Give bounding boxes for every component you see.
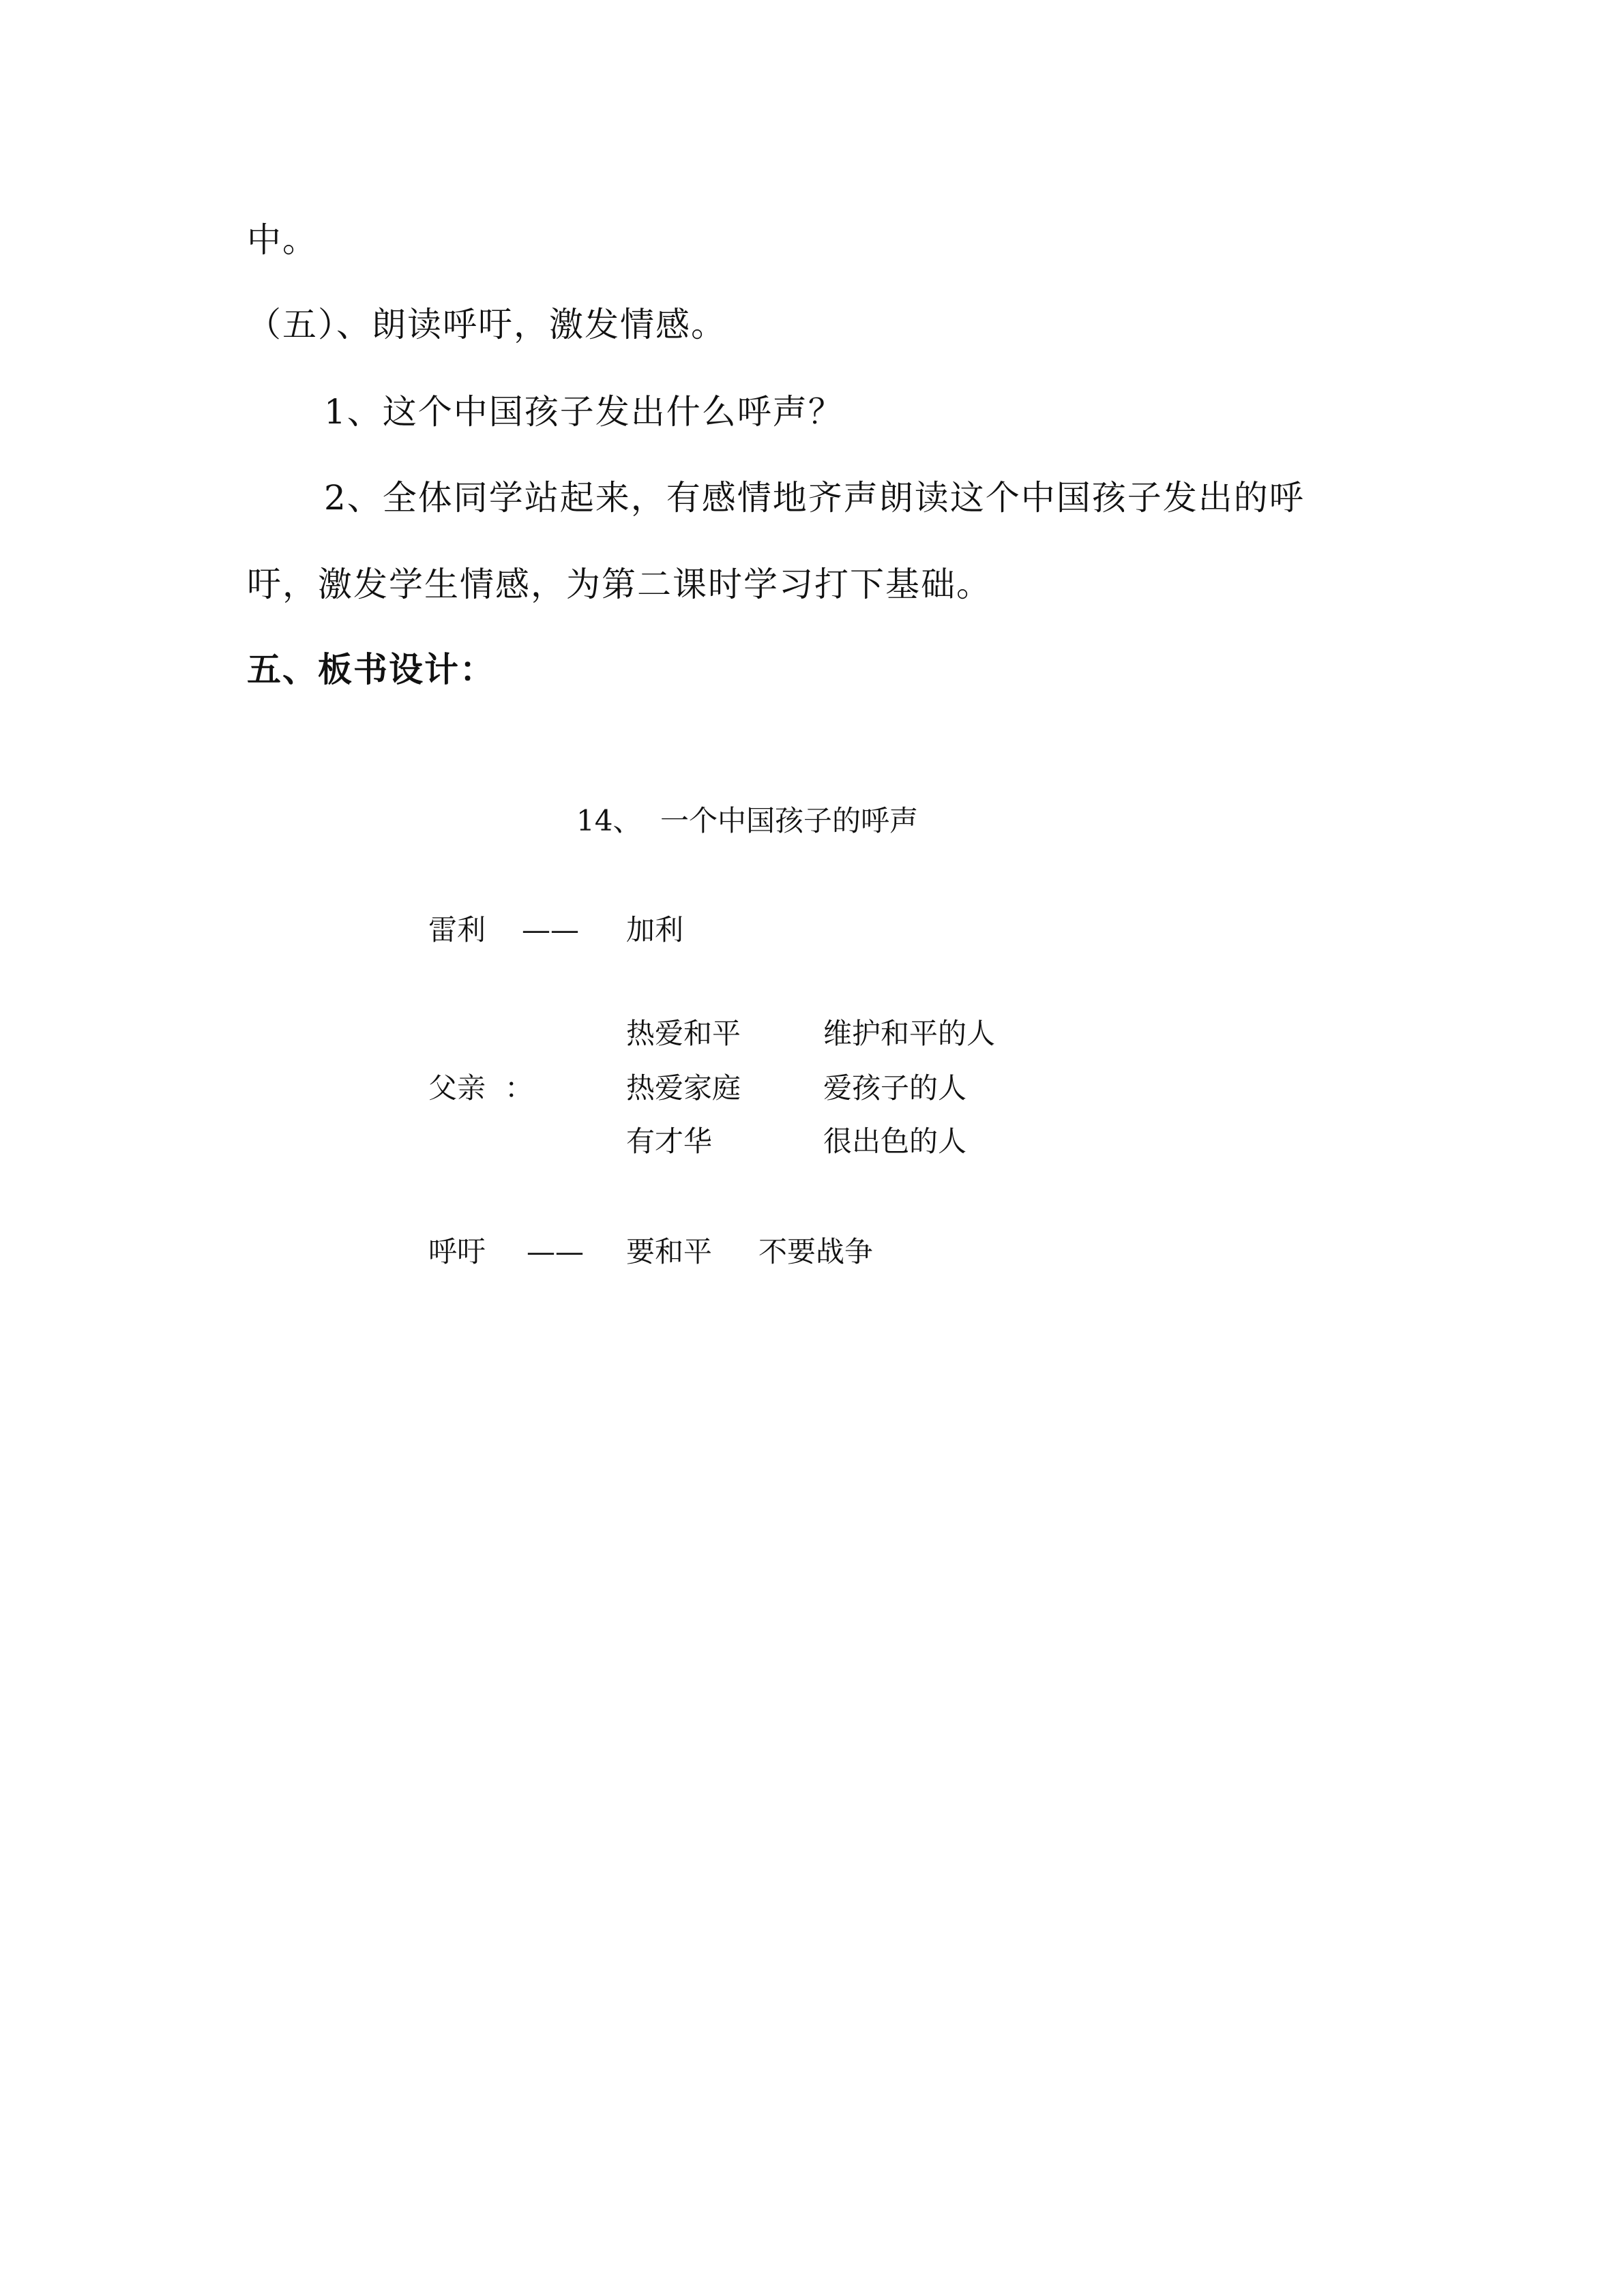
father-item-1-left: 热爱和平 — [626, 1017, 741, 1050]
father-item-1-right: 维护和平的人 — [823, 1017, 996, 1050]
list-item-2-line-1: 2、全体同学站起来，有感情地齐声朗读这个中国孩子发出的呼 — [324, 478, 1305, 518]
father-colon: ： — [505, 1071, 534, 1105]
continuation-text: 中。 — [247, 220, 318, 260]
father-item-3-left: 有才华 — [626, 1124, 713, 1158]
board-call-value-1: 要和平 — [626, 1235, 713, 1268]
board-call-label: 呼吁 — [428, 1235, 486, 1268]
board-call-dash: —— — [527, 1235, 584, 1268]
board-heading: 五、板书设计： — [247, 649, 495, 689]
section-five-heading: （五）、朗读呼吁，激发情感。 — [247, 305, 726, 344]
list-item-1: 1、这个中国孩子发出什么呼声？ — [324, 392, 844, 432]
list-item-2-line-2: 吁，激发学生情感，为第二课时学习打下基础。 — [247, 565, 992, 604]
board-title: 一个中国孩子的呼声 — [660, 804, 919, 837]
board-call-value-2: 不要战争 — [758, 1235, 874, 1268]
board-row1-label: 雷利 — [428, 913, 486, 946]
father-item-2-left: 热爱家庭 — [626, 1071, 741, 1105]
board-title-number: 14、 — [576, 804, 642, 837]
father-label: 父亲 — [428, 1071, 486, 1105]
father-item-3-right: 很出色的人 — [823, 1124, 967, 1158]
board-row1-value: 加利 — [626, 913, 684, 946]
father-item-2-right: 爱孩子的人 — [823, 1071, 967, 1105]
board-row1-dash: —— — [522, 913, 579, 946]
